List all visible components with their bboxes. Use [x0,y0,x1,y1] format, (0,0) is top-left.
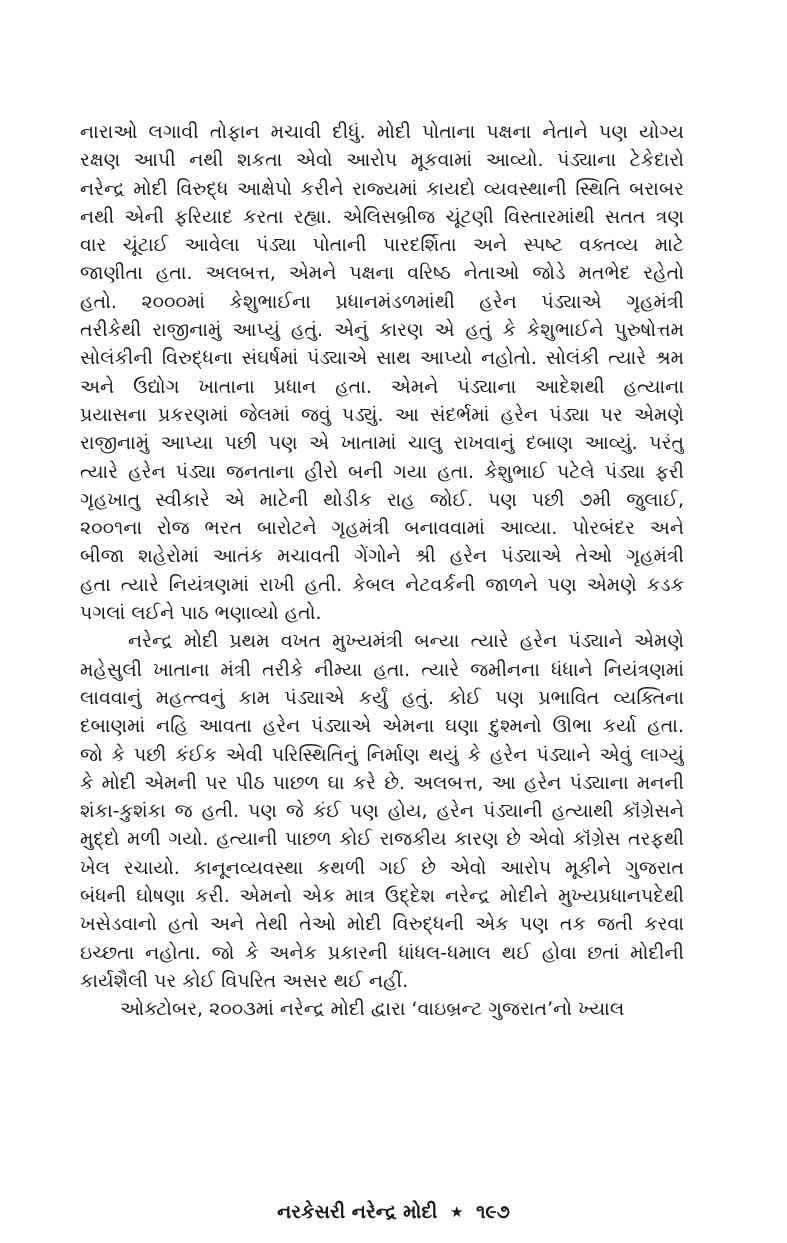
paragraph-3 [80,995,684,1023]
text-line: મુદ્દો મળી ગયો. હત્યાની પાછળ કોઈ રાજકીય કારણ છે એવો કૉંગ્રેસ તરફથી [80,828,684,851]
text-line: બંધની ઘોષણા કરી. એમનો એક માત્ર ઉદ્દેશ નરેન્દ્ર મોદીને મુખ્યપ્રધાનપદેથી [80,885,684,908]
text-line: ત્યારે હરેન પંડ્યા જનતાના હીરો બની ગયા હતા. કેશુભાઈ પટેલે પંડ્યા ફરી [80,460,684,483]
body-text [80,118,684,1024]
text-line: નથી એની ફરિયાદ કરતા રહ્યા. એલિસબ્રીજ ચૂંટણી વિસ્તારમાંથી સતત ત્રણ [80,205,684,228]
text-line: જાણીતા હતા. અલબત્ત, એમને પક્ષના વરિષ્ઠ નેતાઓ જોડે મતભેદ રહેતો [80,262,684,285]
text-line: નરેન્દ્ર મોદી પ્રથમ વખત મુખ્યમંત્રી બન્યા ત્યારે હરેન પંડ્યાને એમણે [128,630,684,653]
text-line: તરીકેથી રાજીનામું આપ્યું હતું. એનું કારણ એ હતું કે કેશુભાઈને પુરુષોત્તમ [80,319,684,342]
page-footer [0,1198,787,1226]
book-title: નરકેસરી નરેન્દ્ર મોદી [277,1201,438,1223]
text-line: દબાણમાં નહિ આવતા હરેન પંડ્યાએ એમના ઘણા દુશ્મનો ઊભા કર્યા હતા. [80,715,684,738]
star-icon: ★ [450,1203,464,1221]
text-line: લાવવાનું મહત્ત્વનું કામ પંડ્યાએ કર્યું હતું. કોઈ પણ પ્રભાવિત વ્યક્તિના [80,686,684,709]
text-line: ખસેડવાનો હતો અને તેથી તેઓ મોદી વિરુદ્ધની એક પણ તક જતી કરવા [80,913,684,936]
page-number: ૧૯૭ [476,1201,510,1223]
text-line: વાર ચૂંટાઈ આવેલા પંડ્યા પોતાની પારદર્શિતા અને સ્પષ્ટ વક્તવ્ય માટે [80,234,684,257]
text-line: અને ઉદ્યોગ ખાતાના પ્રધાન હતા. એમને પંડ્યાના આદેશથી હત્યાના [80,375,684,398]
text-line: સોલંકીની વિરુદ્ધના સંઘર્ષમાં પંડ્યાએ સાથ આપ્યો નહોતો. સોલંકી ત્યારે શ્રમ [80,347,684,370]
text-line: હતો. ૨૦૦૦માં કેશુભાઈના પ્રધાનમંડળમાંથી હરેન પંડ્યાએ ગૃહમંત્રી [80,290,684,313]
text-line: નારાઓ લગાવી તોફાન મચાવી દીધું. મોદી પોતાના પક્ષના નેતાને પણ યોગ્ય [80,121,684,143]
text-line: ૨૦૦૧ના રોજ ભરત બારોટને ગૃહમંત્રી બનાવવામાં આવ્યા. પોરબંદર અને [80,517,684,540]
text-line: જો કે પછી કંઈક એવી પરિસ્થિતિનું નિર્માણ થયું કે હરેન પંડ્યાને એવું લાગ્યું [80,743,684,766]
text-line: પ્રયાસના પ્રકરણમાં જેલમાં જવું પડ્યું. આ સંદર્ભમાં હરેન પંડ્યા પર એમણે [80,403,684,426]
text-line: રાજીનામું આપ્યા પછી પણ એ ખાતામાં ચાલુ રાખવાનું દબાણ આવ્યું. પરંતુ [80,432,684,455]
text-line: શંકા-કુશંકા જ હતી. પણ જે કંઈ પણ હોય, હરેન પંડ્યાની હત્યાથી કૉંગ્રેસને [80,800,684,823]
text-line: નરેન્દ્ર મોદી વિરુદ્ધ આક્ષેપો કરીને રાજ્યમાં કાયદો વ્યવસ્થાની સ્થિતિ બરાબર [80,177,684,200]
text-line: ઇચ્છતા નહોતા. જો કે અનેક પ્રકારની ધાંધલ-ધમાલ થઈ હોવા છતાં મોદીની [80,941,684,964]
text-line: પગલાં લઈને પાઠ ભણાવ્યો હતો. [80,602,322,625]
text-line: ખેલ રચાયો. કાનૂનવ્યવસ્થા કથળી ગઈ છે એવો આરોપ મૂકીને ગુજરાત [80,856,684,879]
text-line: કે મોદી એમની પર પીઠ પાછળ ઘા કરે છે. અલબત્ત, આ હરેન પંડ્યાના મનની [80,771,684,794]
text-line: કાર્યશૈલી પર કોઈ વિપરિત અસર થઈ નહીં. [80,969,409,992]
paragraph-1 [80,118,684,627]
text-line: રક્ષણ આપી નથી શકતા એવો આરોપ મૂકવામાં આવ્યો. પંડ્યાના ટેકેદારો [80,149,684,172]
paragraph-2 [80,627,684,995]
text-line: ઓક્ટોબર, ૨૦૦૩માં નરેન્દ્ર મોદી દ્વારા ‘વાઇબ્રન્ટ ગુજરાત’નો ખ્યાલ [120,998,625,1021]
text-line: ગૃહખાતુ સ્વીકારે એ માટેની થોડીક રાહ જોઈ. પણ પછી ૭મી જુલાઈ, [80,488,684,511]
text-line: બીજા શહેરોમાં આતંક મચાવતી ગેંગોને શ્રી હરેન પંડ્યાએ તેઓ ગૃહમંત્રી [80,545,684,568]
text-line: હતા ત્યારે નિયંત્રણમાં રાખી હતી. કેબલ નેટવર્કની જાળને પણ એમણે કડક [80,573,684,596]
text-line: મહેસુલી ખાતાના મંત્રી તરીકે નીમ્યા હતા. ત્યારે જમીનના ધંધાને નિયંત્રણમાં [80,658,684,681]
